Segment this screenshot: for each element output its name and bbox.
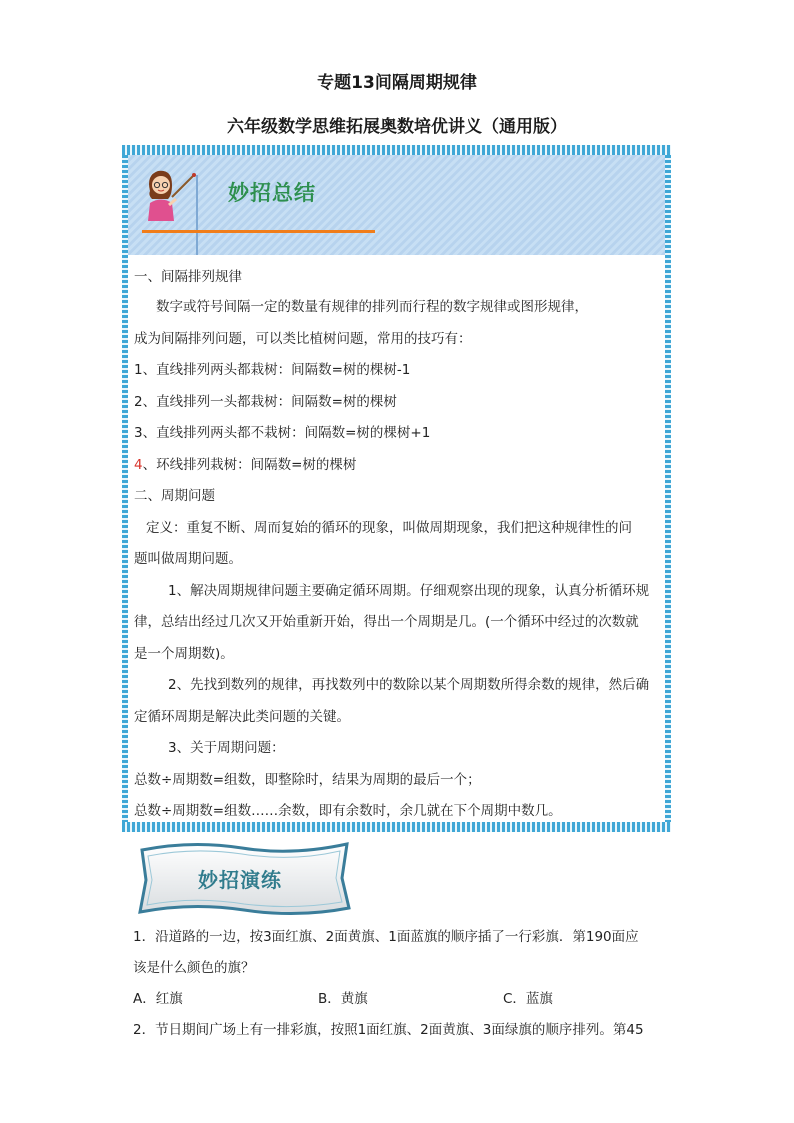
option-b: B．黄旗 bbox=[318, 991, 368, 1007]
option-a: A．红旗 bbox=[133, 991, 183, 1007]
text-line: 是一个周期数)。 bbox=[134, 646, 234, 662]
summary-box bbox=[122, 145, 671, 832]
section-heading: 一、间隔排列规律 bbox=[134, 269, 242, 285]
option-c: C．蓝旗 bbox=[503, 991, 553, 1007]
question-2-line-1: 2．节日期间广场上有一排彩旗，按照1面红旗、2面黄旗、3面绿旗的顺序排列。第45 bbox=[133, 1022, 644, 1038]
text-line: 4、环线排列栽树：间隔数=树的棵树 bbox=[134, 457, 357, 473]
summary-content bbox=[128, 255, 665, 822]
text-line: 2、先找到数列的规律，再找数列中的数除以某个周期数所得余数的规律，然后确 bbox=[168, 677, 650, 693]
text-line: 2、直线排列一头都栽树：间隔数=树的棵树 bbox=[134, 394, 397, 410]
text-line: 成为间隔排列问题，可以类比植树问题，常用的技巧有： bbox=[134, 331, 472, 347]
bottom-border bbox=[122, 822, 671, 832]
text-line: 1、解决周期规律问题主要确定循环周期。仔细观察出现的现象，认真分析循环规 bbox=[168, 583, 650, 599]
page-title: 专题13间隔周期规律 bbox=[317, 73, 477, 93]
practice-title: 妙招演练 bbox=[198, 868, 282, 892]
text-line: 律，总结出经过几次又开始重新开始，得出一个周期是几。(一个循环中经过的次数就 bbox=[134, 614, 639, 630]
text-line: 定义：重复不断、周而复始的循环的现象，叫做周期现象，我们把这种规律性的问 bbox=[146, 520, 632, 536]
question-1-line-1: 1．沿道路的一边，按3面红旗、2面黄旗、1面蓝旗的顺序插了一行彩旗．第190面应 bbox=[133, 929, 639, 945]
text-line: 数字或符号间隔一定的数量有规律的排列而行程的数字规律或图形规律， bbox=[156, 299, 588, 315]
text-line: 总数÷周期数=组数，即整除时，结果为周期的最后一个； bbox=[134, 772, 481, 788]
section-heading: 二、周期问题 bbox=[134, 488, 215, 504]
text-line: 总数÷周期数=组数……余数，即有余数时，余几就在下个周期中数几。 bbox=[134, 803, 562, 819]
text-line: 3、关于周期问题： bbox=[168, 740, 285, 756]
text-line: 题叫做周期问题。 bbox=[134, 551, 242, 567]
page-subtitle: 六年级数学思维拓展奥数培优讲义（通用版） bbox=[227, 117, 567, 137]
top-border bbox=[122, 145, 671, 155]
summary-banner bbox=[128, 155, 665, 255]
teacher-pointer-icon bbox=[136, 161, 198, 223]
text-line: 1、直线排列两头都栽树：间隔数=树的棵树-1 bbox=[134, 362, 411, 378]
summary-title: 妙招总结 bbox=[228, 180, 316, 205]
question-1-line-2: 该是什么颜色的旗？ bbox=[133, 960, 255, 976]
practice-banner bbox=[132, 838, 357, 918]
red-number: 4 bbox=[134, 457, 143, 473]
text-line: 3、直线排列两头都不栽树：间隔数=树的棵树+1 bbox=[134, 425, 431, 441]
text-line: 定循环周期是解决此类问题的关键。 bbox=[134, 709, 350, 725]
